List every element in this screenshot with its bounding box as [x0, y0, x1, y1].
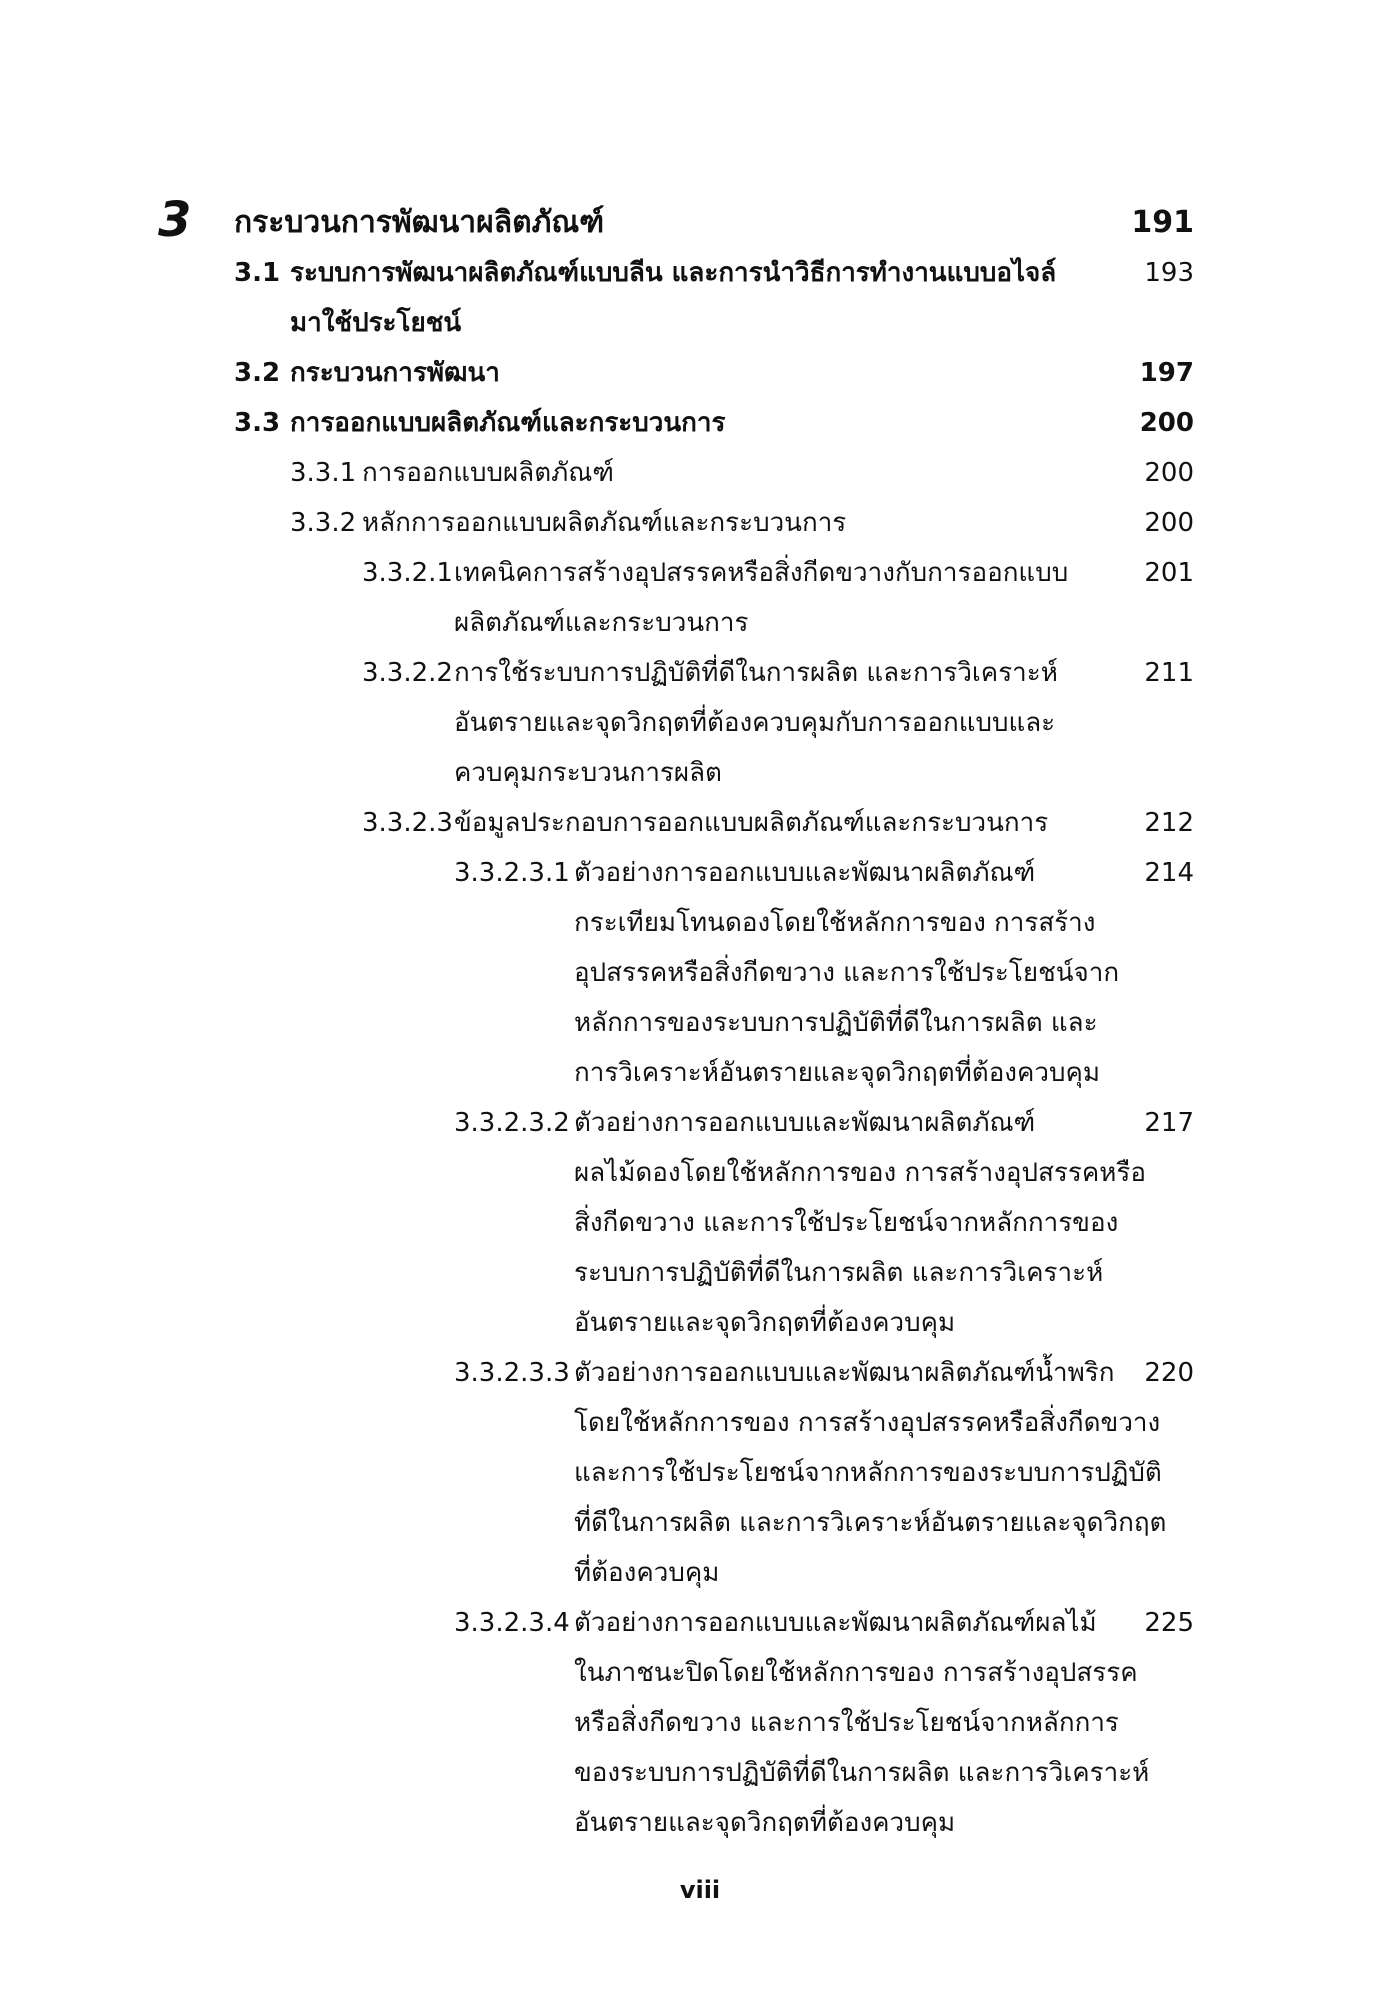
example-title-line: อันตรายและจุดวิกฤตที่ต้องควบคุม: [574, 1808, 956, 1838]
example-title-line: ในภาชนะปิดโดยใช้หลักการของ การสร้างอุปสรรค: [574, 1658, 1138, 1688]
example-title-line: ตัวอย่างการออกแบบและพัฒนาผลิตภัณฑ์: [574, 1108, 1036, 1138]
footer-page-label: viii: [679, 1876, 721, 1904]
subsubsection-number: 3.3.2.3: [362, 808, 453, 838]
example-title-line: ตัวอย่างการออกแบบและพัฒนาผลิตภัณฑ์ผลไม้: [574, 1608, 1097, 1638]
subsubsection-page-number: 201: [1144, 558, 1194, 588]
example-title-line: ที่ดีในการผลิต และการวิเคราะห์อันตรายและจุดวิกฤต: [574, 1508, 1167, 1538]
subsubsection-number: 3.3.2.2: [362, 658, 453, 688]
example-number: 3.3.2.3.3: [454, 1358, 570, 1388]
section-page-number: 197: [1139, 358, 1194, 388]
chapter-page-number: 191: [1131, 205, 1194, 240]
example-title-line: ของระบบการปฏิบัติที่ดีในการผลิต และการวิเคราะห์: [574, 1758, 1150, 1788]
section-title-line: กระบวนการพัฒนา: [290, 358, 500, 388]
example-title-line: ที่ต้องควบคุม: [574, 1558, 720, 1588]
example-page-number: 217: [1144, 1108, 1194, 1138]
example-page-number: 225: [1144, 1608, 1194, 1638]
example-title-line: ระบบการปฏิบัติที่ดีในการผลิต และการวิเคราะห์: [574, 1258, 1104, 1288]
subsection-number: 3.3.2: [290, 508, 357, 538]
example-title-line: การวิเคราะห์อันตรายและจุดวิกฤตที่ต้องควบคุม: [574, 1058, 1101, 1088]
example-number: 3.3.2.3.4: [454, 1608, 570, 1638]
example-title-line: กระเทียมโทนดองโดยใช้หลักการของ การสร้าง: [574, 908, 1096, 938]
subsubsection-page-number: 212: [1144, 808, 1194, 838]
example-title-line: และการใช้ประโยชน์จากหลักการของระบบการปฏิบัติ: [574, 1458, 1162, 1488]
subsection-page-number: 200: [1144, 508, 1194, 538]
example-title-line: หรือสิ่งกีดขวาง และการใช้ประโยชน์จากหลักการ: [574, 1708, 1119, 1738]
example-title-line: ผลไม้ดองโดยใช้หลักการของ การสร้างอุปสรรคหรือ: [574, 1158, 1146, 1188]
subsubsection-title-line: เทคนิคการสร้างอุปสรรคหรือสิ่งกีดขวางกับการออกแบบ: [454, 558, 1069, 588]
example-page-number: 220: [1144, 1358, 1194, 1388]
example-number: 3.3.2.3.2: [454, 1108, 570, 1138]
example-title-line: ตัวอย่างการออกแบบและพัฒนาผลิตภัณฑ์: [574, 858, 1036, 888]
section-number: 3.1: [234, 258, 281, 288]
subsubsection-title-line: อันตรายและจุดวิกฤตที่ต้องควบคุมกับการออกแบบและ: [454, 708, 1056, 738]
subsection-title-line: หลักการออกแบบผลิตภัณฑ์และกระบวนการ: [362, 508, 847, 538]
section-number: 3.3: [234, 408, 281, 438]
chapter-number: 3: [158, 192, 192, 248]
subsubsection-page-number: 211: [1144, 658, 1194, 688]
section-page-number: 200: [1139, 408, 1194, 438]
subsubsection-title-line: ควบคุมกระบวนการผลิต: [454, 758, 722, 788]
subsection-page-number: 200: [1144, 458, 1194, 488]
subsection-number: 3.3.1: [290, 458, 357, 488]
example-page-number: 214: [1144, 858, 1194, 888]
section-page-number: 193: [1144, 258, 1194, 288]
subsubsection-title-line: การใช้ระบบการปฏิบัติที่ดีในการผลิต และการวิเคราะห์: [454, 658, 1058, 688]
chapter-title: กระบวนการพัฒนาผลิตภัณฑ์: [234, 205, 605, 240]
example-title-line: อุปสรรคหรือสิ่งกีดขวาง และการใช้ประโยชน์จาก: [574, 958, 1120, 988]
example-title-line: สิ่งกีดขวาง และการใช้ประโยชน์จากหลักการของ: [574, 1208, 1119, 1238]
subsubsection-number: 3.3.2.1: [362, 558, 453, 588]
example-number: 3.3.2.3.1: [454, 858, 570, 888]
section-title-line: การออกแบบผลิตภัณฑ์และกระบวนการ: [290, 408, 726, 438]
example-title-line: โดยใช้หลักการของ การสร้างอุปสรรคหรือสิ่งกีดขวาง: [574, 1408, 1161, 1438]
subsection-title-line: การออกแบบผลิตภัณฑ์: [362, 458, 614, 488]
subsubsection-title-line: ข้อมูลประกอบการออกแบบผลิตภัณฑ์และกระบวนการ: [454, 808, 1049, 838]
section-title-line: มาใช้ประโยชน์: [290, 308, 462, 338]
example-title-line: ตัวอย่างการออกแบบและพัฒนาผลิตภัณฑ์น้ำพริก: [574, 1358, 1115, 1388]
subsubsection-title-line: ผลิตภัณฑ์และกระบวนการ: [454, 608, 749, 638]
section-title-line: ระบบการพัฒนาผลิตภัณฑ์แบบลีน และการนำวิธีการทำงานแบบอไจล์: [290, 258, 1057, 288]
section-number: 3.2: [234, 358, 281, 388]
example-title-line: อันตรายและจุดวิกฤตที่ต้องควบคุม: [574, 1308, 956, 1338]
example-title-line: หลักการของระบบการปฏิบัติที่ดีในการผลิต และ: [574, 1008, 1098, 1038]
